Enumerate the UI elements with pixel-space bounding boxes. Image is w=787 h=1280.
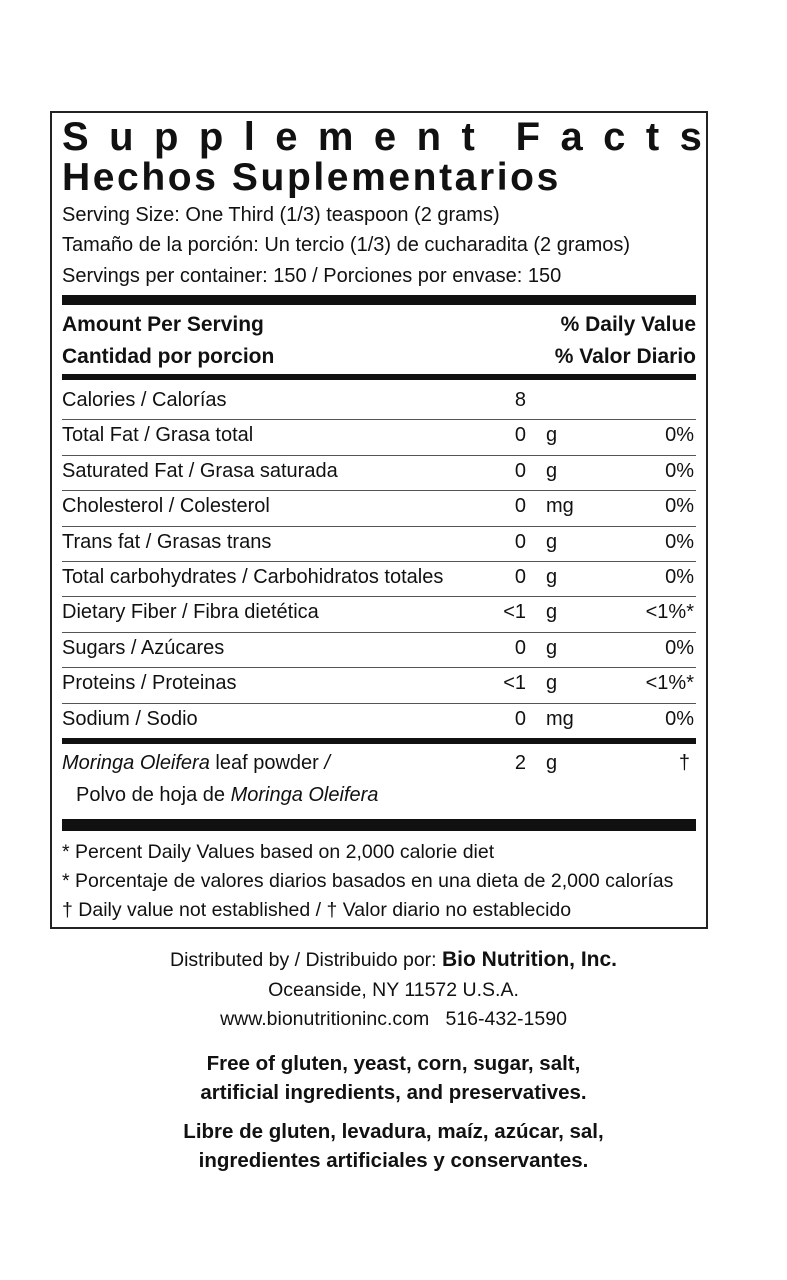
nutrient-unit: mg (546, 495, 574, 518)
nutrient-amount: 0 (514, 566, 526, 588)
nutrient-amount: 0 (514, 707, 526, 730)
nutrient-unit: g (546, 601, 558, 624)
supplement-facts-panel (50, 111, 708, 929)
nutrient-name: Cholesterol / Colesterol (62, 495, 270, 518)
nutrient-row (62, 632, 696, 667)
nutrient-amount: 0 (514, 636, 526, 659)
nutrient-daily-value: 0% (665, 530, 694, 553)
thick-divider (62, 295, 696, 305)
nutrient-daily-value: 0% (665, 424, 694, 447)
medium-divider-2 (62, 738, 696, 744)
serving-size-en: Serving Size: One Third (1/3) teaspoon (2 grams) (62, 204, 500, 226)
free-of-es-2: ingredientes artificiales y conservantes. (198, 1149, 589, 1172)
nutrient-name: Trans fat / Grasas trans (62, 530, 272, 553)
serving-size-es: Tamaño de la porción: Un tercio (1/3) de cucharadita (2 gramos) (62, 234, 631, 256)
footnote-dagger: † Daily value not established / † Valor diario no establecido (62, 899, 572, 921)
ingredient-name-es: Polvo de hoja de Moringa Oleifera (76, 784, 379, 806)
ingredient-name: Moringa Oleifera leaf powder / (62, 752, 330, 774)
footnote-dv-en: * Percent Daily Values based on 2,000 calorie diet (62, 841, 495, 863)
nutrient-row (62, 526, 696, 561)
nutrient-row (62, 384, 696, 419)
nutrient-name: Dietary Fiber / Fibra dietética (62, 601, 319, 624)
nutrient-row (62, 703, 696, 738)
nutrient-daily-value: <1%* (645, 672, 694, 695)
distributor-line: Distributed by / Distribuido por: Bio Nutrition, Inc. (169, 948, 617, 971)
medium-divider (62, 374, 696, 380)
servings-per-container: Servings per container: 150 / Porciones por envase: 150 (62, 265, 562, 287)
nutrient-name: Calories / Calorías (62, 389, 227, 411)
nutrient-daily-value: 0% (665, 636, 694, 659)
nutrient-daily-value: <1%* (645, 601, 694, 624)
cantidad-label: Cantidad por porcion (62, 345, 275, 368)
nutrient-amount: 0 (514, 424, 526, 447)
nutrient-amount: <1 (503, 601, 526, 624)
nutrient-amount: <1 (503, 672, 526, 695)
nutrient-name: Sugars / Azúcares (62, 636, 225, 659)
nutrient-amount: 8 (514, 389, 526, 411)
nutrient-row (62, 596, 696, 631)
footnote-dv-es: * Porcentaje de valores diarios basados en una dieta de 2,000 calorías (62, 870, 674, 892)
nutrient-unit: g (546, 530, 558, 553)
valor-diario-label: % Valor Diario (554, 345, 696, 368)
title-spanish: Hechos Suplementarios (62, 156, 561, 199)
distributor-address: Oceanside, NY 11572 U.S.A. (268, 979, 519, 1001)
nutrient-name: Sodium / Sodio (62, 707, 198, 730)
ingredient-unit: g (546, 752, 558, 774)
nutrient-daily-value: 0% (665, 707, 694, 730)
nutrient-daily-value: 0% (665, 459, 694, 482)
ingredient-row (62, 750, 696, 820)
company-name: Bio Nutrition, Inc. (442, 948, 617, 971)
ingredient-amount: 2 (514, 752, 526, 774)
nutrient-name: Proteins / Proteinas (62, 672, 237, 695)
nutrient-amount: 0 (514, 530, 526, 553)
nutrient-daily-value: 0% (665, 566, 694, 588)
nutrient-unit: mg (546, 707, 574, 730)
nutrient-amount: 0 (514, 459, 526, 482)
ingredient-dv: † (678, 752, 690, 774)
nutrient-unit: g (546, 672, 558, 695)
nutrient-row (62, 667, 696, 702)
nutrient-unit: g (546, 424, 558, 447)
thick-divider-2 (62, 819, 696, 831)
nutrient-row (62, 419, 696, 454)
nutrient-row (62, 490, 696, 525)
nutrient-daily-value: 0% (665, 495, 694, 518)
nutrient-unit: g (546, 566, 558, 588)
nutrient-name: Total Fat / Grasa total (62, 424, 254, 447)
nutrient-row (62, 561, 696, 596)
nutrient-row (62, 455, 696, 490)
nutrient-name: Total carbohydrates / Carbohidratos totales (62, 566, 444, 588)
nutrient-name: Saturated Fat / Grasa saturada (62, 459, 338, 482)
free-of-es-1: Libre de gluten, levadura, maíz, azúcar, sal, (183, 1120, 604, 1143)
distributor-contact: www.bionutritioninc.com 516-432-1590 (220, 1008, 567, 1030)
free-of-en-1: Free of gluten, yeast, corn, sugar, salt, (206, 1052, 581, 1075)
title-english: S u p p l e m e n t F a c t s (62, 115, 702, 159)
free-of-en-2: artificial ingredients, and preservatives. (200, 1081, 587, 1104)
nutrient-unit: g (546, 459, 558, 482)
amount-per-serving-label: Amount Per Serving (62, 313, 264, 336)
daily-value-label: % Daily Value (560, 313, 696, 336)
nutrient-unit: g (546, 636, 558, 659)
nutrient-amount: 0 (514, 495, 526, 518)
